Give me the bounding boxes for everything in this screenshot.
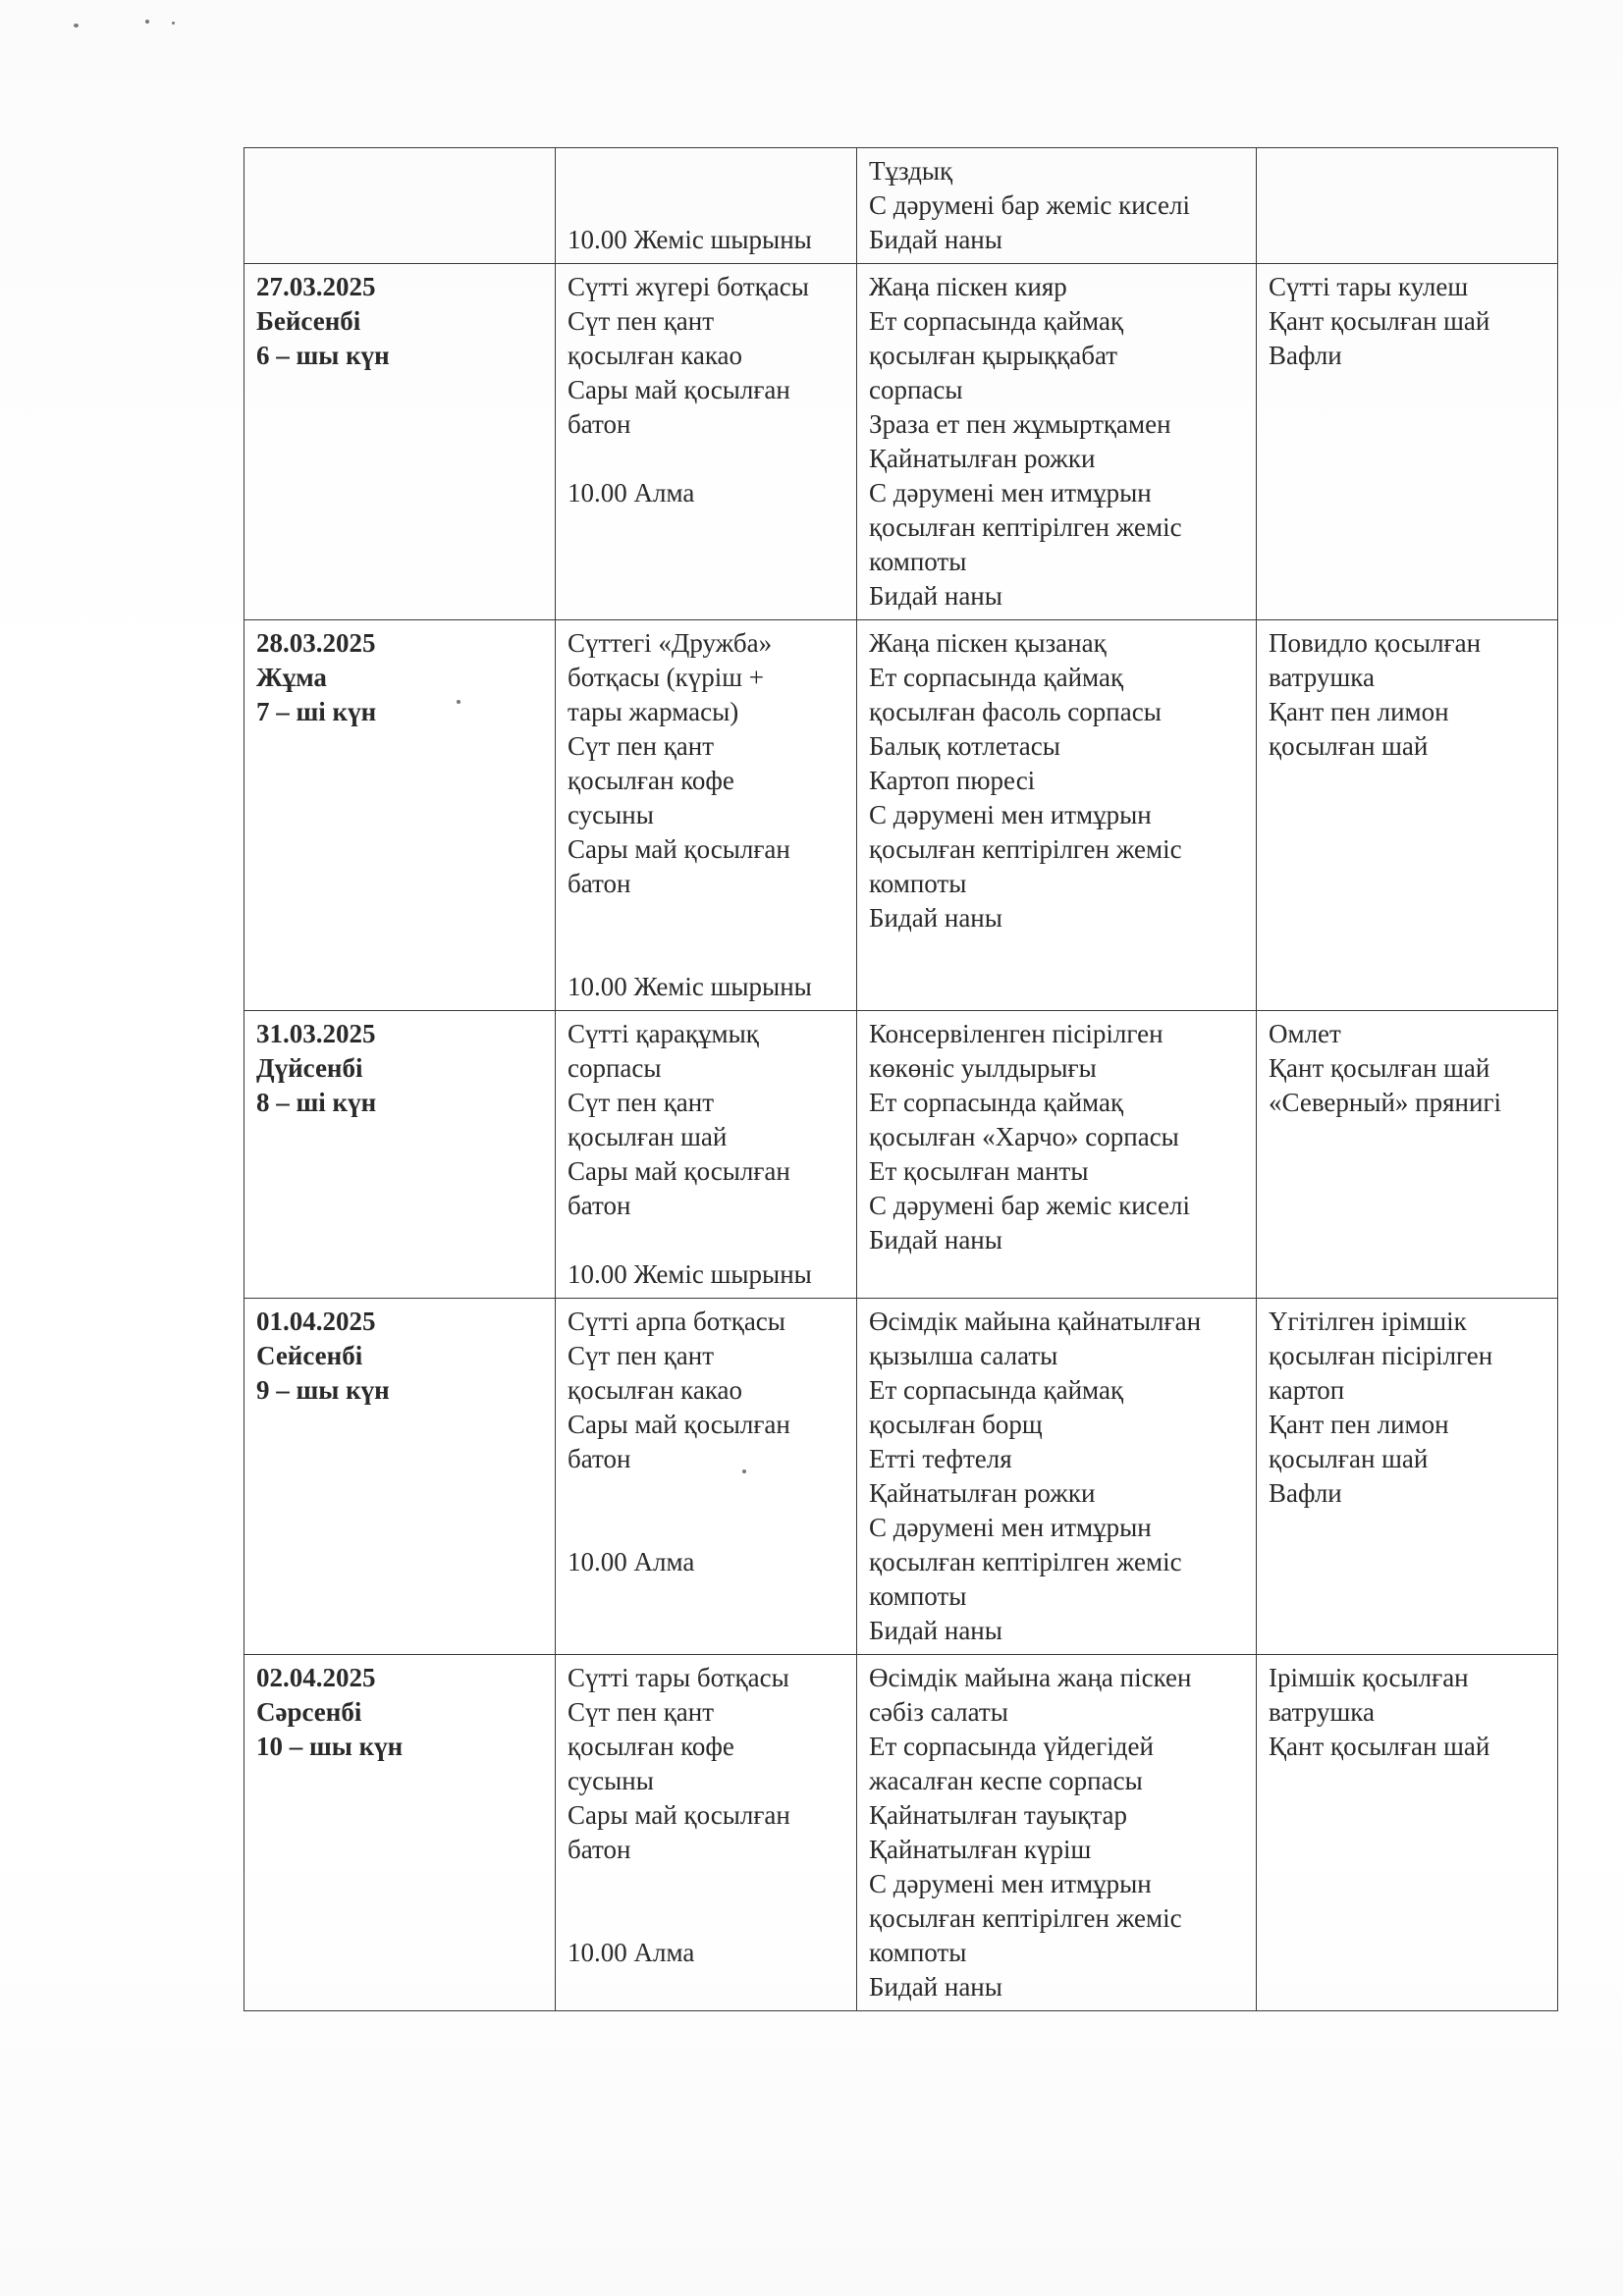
dinner-line: ватрушка — [1269, 663, 1375, 692]
day-number-label: 8 – ші күн — [256, 1088, 377, 1117]
lunch-line: қосылған кептірілген жеміс — [869, 1903, 1182, 1933]
breakfast-line: Сары май қосылған — [568, 834, 790, 864]
weekday-label: Сейсенбі — [256, 1341, 363, 1370]
dinner-line: қосылған шай — [1269, 731, 1429, 761]
snack-line: 10.00 Алма — [568, 1547, 695, 1576]
dinner-line: «Северный» прянигі — [1269, 1088, 1502, 1117]
dinner-line: Повидло қосылған — [1269, 628, 1482, 658]
lunch-line: жасалған кеспе сорпасы — [869, 1766, 1143, 1795]
dinner-line: Вафли — [1269, 341, 1342, 370]
breakfast-line: Сүтті қарақұмық — [568, 1019, 759, 1048]
lunch-line: Бидай наны — [869, 1972, 1002, 2002]
breakfast-line: Сүт пен қант — [568, 1697, 715, 1727]
lunch-line: Қайнатылған күріш — [869, 1835, 1092, 1864]
breakfast-cell — [556, 1299, 857, 1655]
breakfast-line: қосылған кофе — [568, 1732, 734, 1761]
day-number-label: 10 – шы күн — [256, 1732, 404, 1761]
lunch-line: Ет сорпасында қаймақ — [869, 663, 1124, 692]
lunch-line: Бидай наны — [869, 903, 1002, 933]
lunch-line: Картоп пюресі — [869, 766, 1036, 795]
lunch-line: С дәрумені мен итмұрын — [869, 1869, 1152, 1898]
breakfast-cell — [556, 148, 857, 264]
weekday-label: Жұма — [256, 663, 327, 692]
date-label: 27.03.2025 — [256, 272, 376, 301]
dinner-line: Қант пен лимон — [1269, 697, 1449, 726]
dinner-line: Омлет — [1269, 1019, 1341, 1048]
lunch-line: компоты — [869, 869, 967, 898]
lunch-line: Ет сорпасында қаймақ — [869, 1375, 1124, 1405]
breakfast-line: батон — [568, 1835, 631, 1864]
dinner-line: Қант пен лимон — [1269, 1410, 1449, 1439]
lunch-line: компоты — [869, 1581, 967, 1611]
lunch-line: Ет сорпасында қаймақ — [869, 1088, 1124, 1117]
table-row — [244, 620, 1558, 1011]
lunch-line: Бидай наны — [869, 225, 1002, 254]
lunch-line: Ет сорпасында үйдегідей — [869, 1732, 1154, 1761]
snack-line: 10.00 Алма — [568, 478, 695, 507]
breakfast-line: қосылған кофе — [568, 766, 734, 795]
breakfast-line: батон — [568, 869, 631, 898]
breakfast-line: ботқасы (күріш + — [568, 663, 765, 692]
breakfast-line: Сүт пен қант — [568, 731, 715, 761]
weekday-label: Бейсенбі — [256, 306, 361, 336]
day-cell — [244, 1299, 556, 1655]
lunch-line: Тұздық — [869, 156, 953, 186]
breakfast-line: Сүтті тары ботқасы — [568, 1663, 789, 1692]
lunch-line: Балық котлетасы — [869, 731, 1060, 761]
lunch-cell — [857, 1299, 1257, 1655]
breakfast-line: Сүтті арпа ботқасы — [568, 1307, 785, 1336]
lunch-line: қосылған қырыққабат — [869, 341, 1118, 370]
lunch-line: қосылған кептірілген жеміс — [869, 512, 1182, 542]
lunch-cell — [857, 148, 1257, 264]
breakfast-line: батон — [568, 1191, 631, 1220]
menu-table — [243, 147, 1558, 2011]
lunch-cell — [857, 620, 1257, 1011]
weekday-label: Сәрсенбі — [256, 1697, 362, 1727]
breakfast-line: Сүт пен қант — [568, 1341, 715, 1370]
lunch-line: қосылған кептірілген жеміс — [869, 834, 1182, 864]
table-row — [244, 1299, 1558, 1655]
snack-line: 10.00 Жеміс шырыны — [568, 972, 812, 1001]
day-number-label: 6 – шы күн — [256, 341, 390, 370]
breakfast-line: Сары май қосылған — [568, 1410, 790, 1439]
lunch-cell — [857, 264, 1257, 620]
breakfast-line: сусыны — [568, 800, 654, 829]
breakfast-line: қосылған какао — [568, 341, 743, 370]
dinner-line: Қант қосылған шай — [1269, 1053, 1490, 1083]
lunch-line: компоты — [869, 1938, 967, 1967]
day-cell — [244, 148, 556, 264]
lunch-line: Консервіленген пісірілген — [869, 1019, 1163, 1048]
dinner-line: картоп — [1269, 1375, 1345, 1405]
dinner-line: Вафли — [1269, 1478, 1342, 1508]
snack-line: 10.00 Жеміс шырыны — [568, 225, 812, 254]
dinner-cell — [1257, 1011, 1558, 1299]
dinner-line: Сүтті тары кулеш — [1269, 272, 1469, 301]
lunch-line: компоты — [869, 547, 967, 576]
breakfast-line: Сары май қосылған — [568, 375, 790, 404]
lunch-line: қосылған фасоль сорпасы — [869, 697, 1162, 726]
lunch-cell — [857, 1655, 1257, 2011]
dinner-cell — [1257, 620, 1558, 1011]
lunch-line: қосылған борщ — [869, 1410, 1043, 1439]
dinner-cell — [1257, 1299, 1558, 1655]
lunch-line: Бидай наны — [869, 581, 1002, 611]
day-cell — [244, 264, 556, 620]
table-row — [244, 1011, 1558, 1299]
dinner-line: Ірімшік қосылған — [1269, 1663, 1469, 1692]
breakfast-line: тары жармасы) — [568, 697, 739, 726]
dinner-cell — [1257, 148, 1558, 264]
lunch-line: Қайнатылған рожки — [869, 1478, 1096, 1508]
lunch-line: С дәрумені мен итмұрын — [869, 1513, 1152, 1542]
breakfast-line: Сүт пен қант — [568, 306, 715, 336]
dinner-line: ватрушка — [1269, 1697, 1375, 1727]
lunch-line: Ет сорпасында қаймақ — [869, 306, 1124, 336]
lunch-line: Бидай наны — [869, 1225, 1002, 1255]
breakfast-line: Сүттегі «Дружба» — [568, 628, 773, 658]
lunch-line: көкөніс уылдырығы — [869, 1053, 1097, 1083]
dinner-cell — [1257, 264, 1558, 620]
breakfast-cell — [556, 264, 857, 620]
lunch-line: қосылған «Харчо» сорпасы — [869, 1122, 1179, 1151]
table-row — [244, 148, 1558, 264]
lunch-line: Етті тефтеля — [869, 1444, 1012, 1473]
breakfast-line: батон — [568, 409, 631, 439]
lunch-line: Зраза ет пен жұмыртқамен — [869, 409, 1171, 439]
breakfast-line: батон — [568, 1444, 631, 1473]
lunch-line: сәбіз салаты — [869, 1697, 1008, 1727]
snack-line: 10.00 Алма — [568, 1938, 695, 1967]
dinner-cell — [1257, 1655, 1558, 2011]
lunch-line: Қайнатылған тауықтар — [869, 1800, 1127, 1830]
date-label: 02.04.2025 — [256, 1663, 376, 1692]
breakfast-line: Сары май қосылған — [568, 1156, 790, 1186]
dinner-line: қосылған пісірілген — [1269, 1341, 1493, 1370]
lunch-line: Өсімдік майына жаңа піскен — [869, 1663, 1192, 1692]
table-row — [244, 264, 1558, 620]
breakfast-line: Сары май қосылған — [568, 1800, 790, 1830]
table-row — [244, 1655, 1558, 2011]
breakfast-line: қосылған шай — [568, 1122, 728, 1151]
scan-speck — [172, 22, 175, 25]
lunch-line: Ет қосылған манты — [869, 1156, 1089, 1186]
lunch-line: Өсімдік майына қайнатылған — [869, 1307, 1202, 1336]
lunch-line: сорпасы — [869, 375, 963, 404]
lunch-line: Бидай наны — [869, 1616, 1002, 1645]
lunch-line: Қайнатылған рожки — [869, 444, 1096, 473]
lunch-line: қызылша салаты — [869, 1341, 1058, 1370]
day-number-label: 9 – шы күн — [256, 1375, 390, 1405]
breakfast-cell — [556, 1655, 857, 2011]
scan-speck — [145, 20, 149, 24]
breakfast-line: сусыны — [568, 1766, 654, 1795]
date-label: 01.04.2025 — [256, 1307, 376, 1336]
lunch-line: қосылған кептірілген жеміс — [869, 1547, 1182, 1576]
lunch-cell — [857, 1011, 1257, 1299]
day-number-label: 7 – ші күн — [256, 697, 377, 726]
breakfast-line: сорпасы — [568, 1053, 662, 1083]
lunch-line: Жаңа піскен қызанақ — [869, 628, 1107, 658]
scan-speck — [74, 24, 79, 27]
weekday-label: Дүйсенбі — [256, 1053, 363, 1083]
day-cell — [244, 1655, 556, 2011]
breakfast-line: Сүт пен қант — [568, 1088, 715, 1117]
breakfast-cell — [556, 620, 857, 1011]
dinner-line: Үгітілген ірімшік — [1269, 1307, 1467, 1336]
dinner-line: Қант қосылған шай — [1269, 306, 1490, 336]
lunch-line: С дәрумені мен итмұрын — [869, 478, 1152, 507]
lunch-line: С дәрумені мен итмұрын — [869, 800, 1152, 829]
lunch-line: С дәрумені бар жеміс киселі — [869, 190, 1190, 220]
date-label: 31.03.2025 — [256, 1019, 376, 1048]
lunch-line: Жаңа піскен кияр — [869, 272, 1067, 301]
snack-line: 10.00 Жеміс шырыны — [568, 1259, 812, 1289]
breakfast-line: қосылған какао — [568, 1375, 743, 1405]
day-cell — [244, 620, 556, 1011]
breakfast-line: Сүтті жүгері ботқасы — [568, 272, 809, 301]
dinner-line: қосылған шай — [1269, 1444, 1429, 1473]
lunch-line: С дәрумені бар жеміс киселі — [869, 1191, 1190, 1220]
breakfast-cell — [556, 1011, 857, 1299]
date-label: 28.03.2025 — [256, 628, 376, 658]
dinner-line: Қант қосылған шай — [1269, 1732, 1490, 1761]
day-cell — [244, 1011, 556, 1299]
